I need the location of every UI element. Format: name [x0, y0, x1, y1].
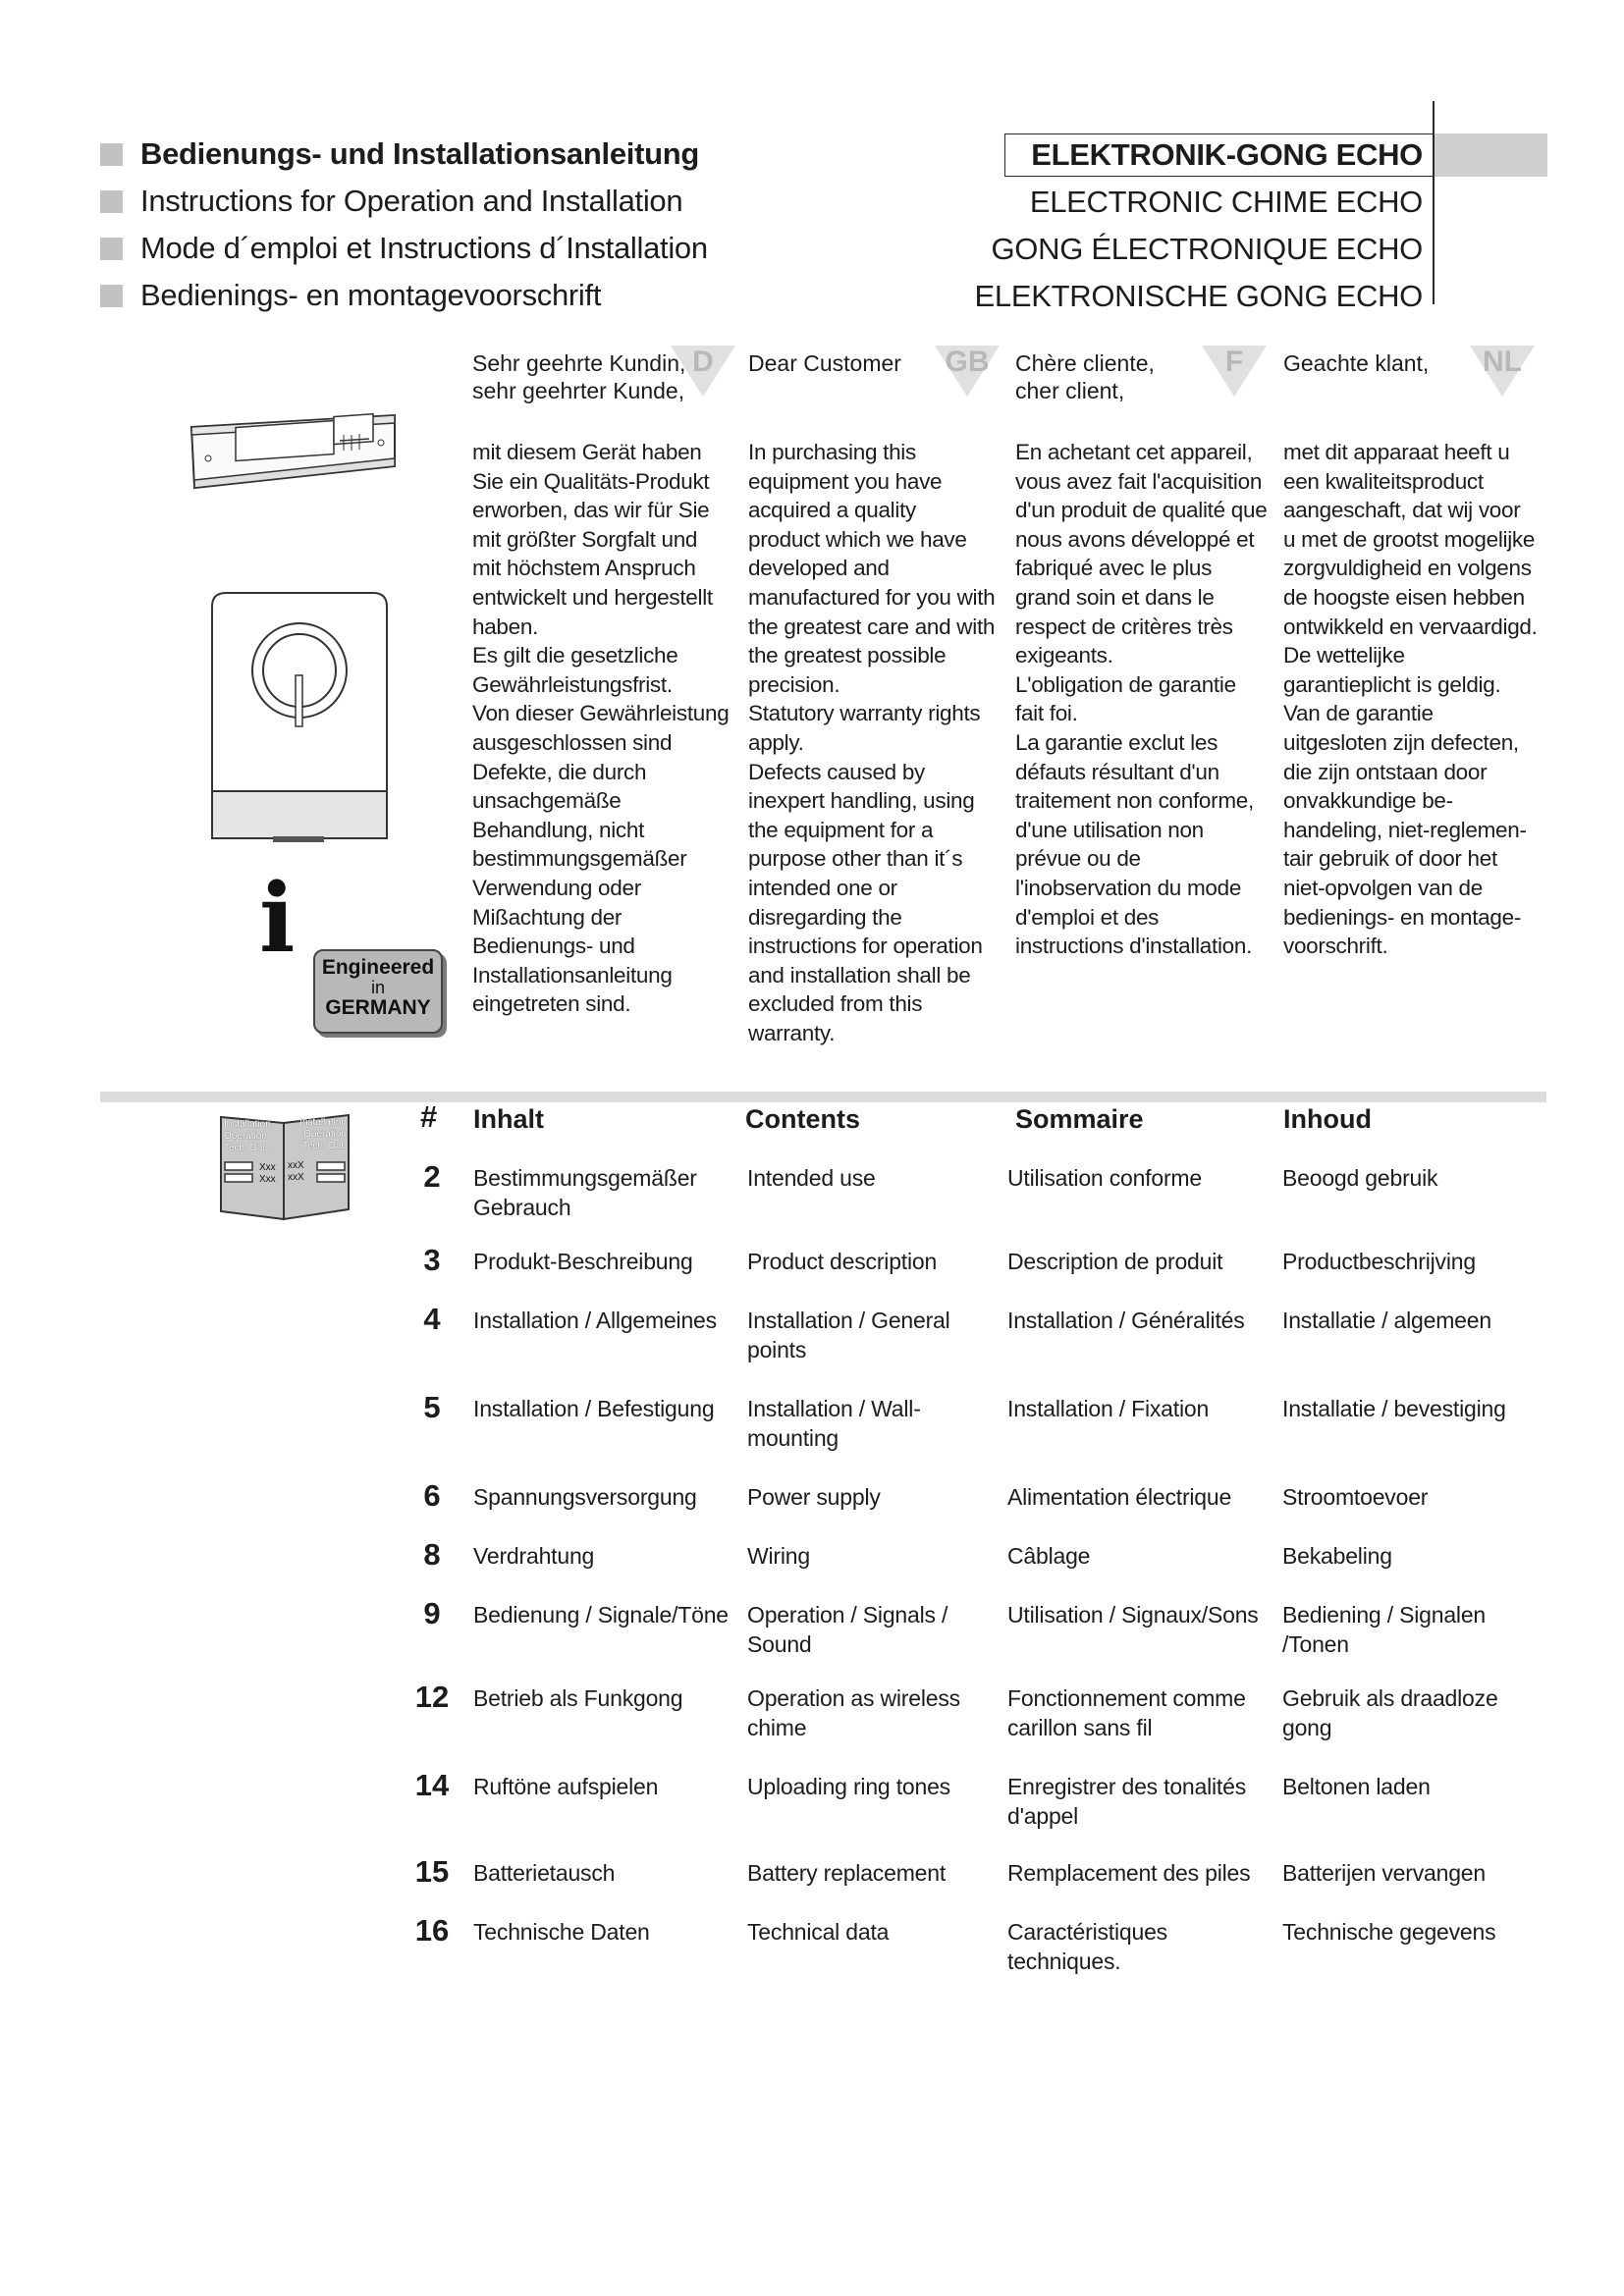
contents-entry-de: Verdrahtung [473, 1543, 595, 1569]
booklet-left-line: Installation [224, 1119, 271, 1130]
contents-entry-de: Technische Daten [473, 1919, 650, 1945]
contents-page-number: 15 [414, 1854, 450, 1889]
booklet-left-text [224, 1119, 281, 1186]
booklet-right-line: Installation [299, 1117, 347, 1128]
contents-page-number: 8 [423, 1537, 441, 1572]
badge-line-3: GERMANY [325, 996, 431, 1019]
contents-entry-de: Spannungsversorgung [473, 1484, 697, 1510]
booklet-left-line: Xxx [259, 1162, 276, 1173]
title-de-text: Bedienungs- und Installationsanleitung [140, 136, 700, 171]
badge-line-1: Engineered [321, 956, 435, 979]
contents-header-nl: Inhoud [1283, 1104, 1372, 1134]
product-title-fr: GONG ÉLECTRONIQUE ECHO [991, 232, 1423, 266]
contents-entry-nl: Bekabeling [1282, 1543, 1392, 1569]
contents-entry-fr: Utilisation / Signaux/Sons [1007, 1602, 1259, 1628]
title-fr [100, 231, 708, 266]
contents-entry-en: Installation / Wall- mounting [747, 1396, 921, 1451]
lang-code-fr: F [1224, 346, 1244, 378]
transformer-device-illustration [187, 398, 403, 496]
contents-entry-de: Batterietausch [473, 1860, 616, 1886]
header-accent-bar [1434, 133, 1547, 177]
bullet-square-icon [100, 143, 123, 166]
contents-entry-en: Product description [747, 1249, 938, 1274]
contents-page-number: 9 [423, 1596, 441, 1630]
bullet-square-icon [100, 285, 123, 307]
contents-page-number: 4 [423, 1302, 441, 1336]
contents-page-number: 5 [423, 1390, 441, 1424]
contents-page-number: 14 [414, 1768, 450, 1802]
booklet-left-line: Operation [224, 1131, 267, 1142]
title-nl [100, 278, 601, 313]
contents-entry-en: Operation as wireless chime [747, 1685, 960, 1740]
booklet-left-line: Xxx [259, 1174, 276, 1185]
contents-entry-nl: Beltonen laden [1282, 1774, 1431, 1799]
contents-entry-nl: Installatie / algemeen [1282, 1308, 1491, 1333]
contents-entry-en: Operation / Signals / Sound [747, 1602, 948, 1657]
bullet-square-icon [100, 190, 123, 213]
contents-header-en: Contents [745, 1104, 860, 1134]
booklet-right-line: xxX [288, 1160, 304, 1171]
contents-entry-en: Power supply [747, 1484, 881, 1510]
header-vertical-rule [1433, 101, 1435, 304]
lang-code-nl: NL [1483, 346, 1522, 378]
contents-entry-de: Installation / Befestigung [473, 1396, 715, 1421]
contents-entry-en: Installation / General points [747, 1308, 950, 1362]
lang-code-en: GB [945, 346, 990, 378]
contents-entry-nl: Batterijen vervangen [1282, 1860, 1486, 1886]
contents-page-number: 3 [423, 1243, 441, 1277]
booklet-right-line: xxX [288, 1172, 304, 1183]
product-title-en: ELECTRONIC CHIME ECHO [1029, 185, 1423, 219]
contents-entry-nl: Installatie / bevestiging [1282, 1396, 1506, 1421]
engineered-in-germany-badge [313, 949, 443, 1034]
badge-line-2: in [370, 978, 385, 997]
contents-entry-nl: Beoogd gebruik [1282, 1165, 1438, 1191]
contents-entry-nl: Technische gegevens [1282, 1919, 1496, 1945]
intro-text-fr: En achetant cet appareil, vous avez fait l'acquisition d'un produit de qualité que nous avons développé et fabriqué avec le plus grand soin et dans le respect de critères très exigeants. L'obligation de garantie fait foi. La garantie exclut les défauts résultant d'un traitement non conforme, d'une utilisation non prévue ou de l'inobservation du mode d'emploi et des instructions d'installation. [1015, 440, 1268, 959]
contents-entry-fr: Remplacement des piles [1007, 1860, 1251, 1886]
booklet-right-text [288, 1117, 347, 1184]
title-fr-text: Mode d´emploi et Instructions d´Installation [140, 231, 708, 265]
title-nl-text: Bedienings- en montagevoorschrift [140, 278, 602, 312]
contents-entry-de: Betrieb als Funkgong [473, 1685, 683, 1711]
contents-entry-nl: Stroomtoevoer [1282, 1484, 1429, 1510]
contents-entry-en: Intended use [747, 1165, 876, 1191]
booklet-right-line: Tech. Dat. [301, 1141, 347, 1151]
contents-entry-de: Ruftöne aufspielen [473, 1774, 659, 1799]
contents-header-fr: Sommaire [1015, 1104, 1144, 1134]
contents-entry-fr: Installation / Généralités [1007, 1308, 1245, 1333]
contents-entry-de: Produkt-Beschreibung [473, 1249, 693, 1274]
contents-header-page: # [420, 1099, 438, 1134]
contents-header-de: Inhalt [473, 1104, 544, 1134]
info-icon: i [259, 863, 296, 974]
booklet-right-line: Operation [303, 1129, 347, 1140]
title-de [100, 136, 699, 172]
intro-text-en: In purchasing this equipment you have acquired a quality product which we have developed and manufactured for you with the greatest care and with the greatest possible precision. Statutory warranty rights apply. Defects caused by inexpert handling, using the equipment for a purpose other than it´s intended one or disregarding the instructions for operation and installation shall be excluded from this warranty. [748, 440, 996, 1045]
contents-page-number: 2 [423, 1159, 441, 1194]
contents-entry-fr: Fonctionnement comme carillon sans fil [1007, 1685, 1246, 1740]
bullet-square-icon [100, 238, 123, 260]
contents-entry-en: Wiring [747, 1543, 810, 1569]
contents-entry-fr: Câblage [1007, 1543, 1091, 1569]
greeting-nl: Geachte klant, [1283, 350, 1430, 376]
contents-page-number: 12 [414, 1680, 450, 1714]
contents-entry-nl: Bediening / Signalen /Tonen [1282, 1602, 1486, 1657]
title-en-text: Instructions for Operation and Installation [140, 184, 683, 218]
greeting-fr: Chère cliente, cher client, [1015, 350, 1155, 403]
greeting-en: Dear Customer [748, 350, 901, 376]
contents-entry-fr: Alimentation électrique [1007, 1484, 1232, 1510]
contents-entry-fr: Description de produit [1007, 1249, 1223, 1274]
product-title-nl: ELEKTRONISCHE GONG ECHO [974, 279, 1423, 313]
intro-text-de: mit diesem Gerät haben Sie ein Qualitäts-Produkt erworben, das wir für Sie mit größter Sorgfalt und mit höchstem Anspruch entwickelt und hergestellt haben. Es gilt die gesetzliche Gewährleistungsfrist. Von dieser Gewährleistung ausgeschlossen sind Defekte, die durch unsachgemäße Behandlung, nicht bestimmungsgemäßer Verwendung oder Mißachtung der Bedienungs- und Installationsanleitung eingetreten sind. [472, 440, 730, 1017]
lang-code-de: D [692, 346, 714, 378]
chime-device-illustration [206, 587, 393, 844]
greeting-de: Sehr geehrte Kundin, sehr geehrter Kunde, [472, 350, 686, 403]
booklet-illustration [219, 1109, 351, 1221]
contents-entry-de: Installation / Allgemeines [473, 1308, 717, 1333]
contents-entry-de: Bestimmungsgemäßer Gebrauch [473, 1165, 697, 1220]
product-title-de: ELEKTRONIK-GONG ECHO [1031, 137, 1423, 172]
contents-entry-en: Uploading ring tones [747, 1774, 950, 1799]
contents-entry-fr: Utilisation conforme [1007, 1165, 1202, 1191]
contents-entry-de: Bedienung / Signale/Töne [473, 1602, 729, 1628]
contents-entry-nl: Productbeschrijving [1282, 1249, 1476, 1274]
contents-page-number: 6 [423, 1478, 441, 1513]
contents-entry-fr: Enregistrer des tonalités d'appel [1007, 1774, 1247, 1829]
contents-entry-en: Technical data [747, 1919, 890, 1945]
contents-entry-fr: Caractéristiques techniques. [1007, 1919, 1167, 1974]
contents-entry-nl: Gebruik als draadloze gong [1282, 1685, 1498, 1740]
intro-text-nl: met dit apparaat heeft u een kwaliteitsproduct aangeschaft, dat wij voor u met de grootst mogelijke zorgvuldigheid en volgens de hoogste eisen hebben ontwikkeld en vervaardigd. De wettelijke garantieplicht is geldig. Van de garantie uitgesloten zijn defecten, die zijn ontstaan door onvakkundige be- handeling, niet-reglemen- tair gebruik of door het niet-opvolgen van de bedienings- en montage- voorschrift. [1283, 440, 1538, 959]
booklet-left-line: Tech. Dat. [224, 1143, 269, 1153]
contents-divider [100, 1092, 1546, 1102]
title-en [100, 184, 682, 219]
contents-entry-fr: Installation / Fixation [1007, 1396, 1210, 1421]
contents-page-number: 16 [414, 1913, 450, 1948]
contents-entry-en: Battery replacement [747, 1860, 947, 1886]
